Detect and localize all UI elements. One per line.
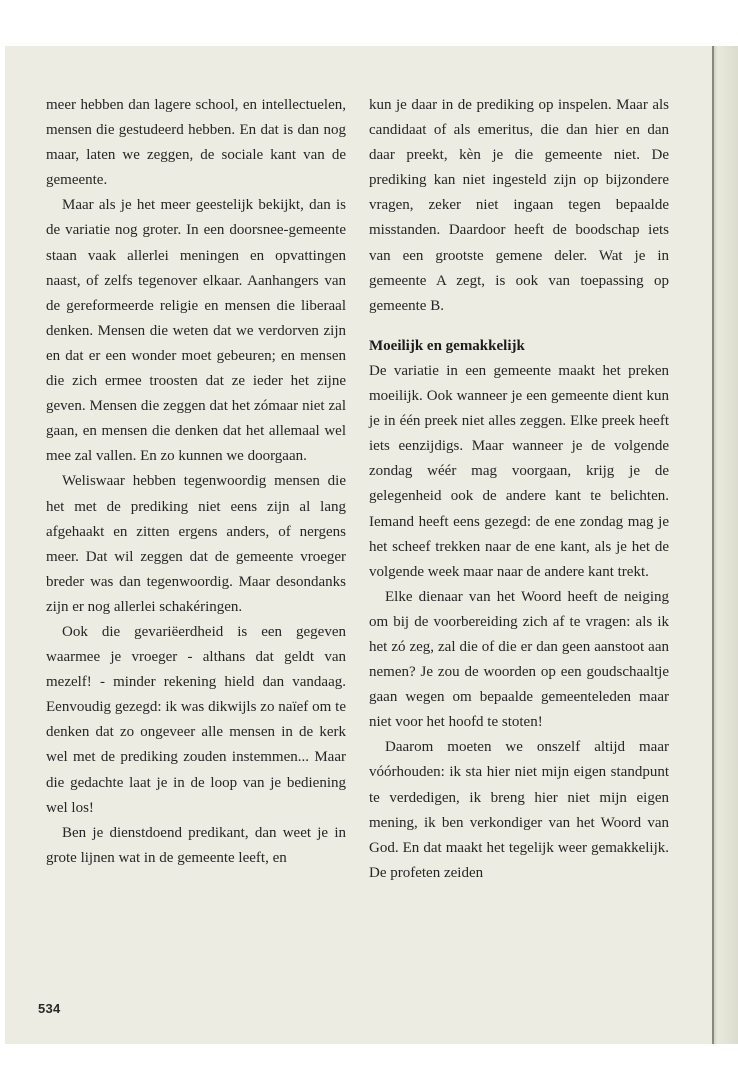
- paragraph: Maar als je het meer geestelijk bekijkt, dan is de variatie nog groter. In een doorsnee-gemeente staan vaak allerlei meningen en opvattingen naast, of zelfs tegenover elkaar. Aanhangers van de gereformeerde religie en mensen die liberaal denken. Mensen die weten dat we verdorven zijn en dat er een wonder moet gebeuren; en mensen die zich ermee troosten dat ze ieder het zijne geven. Mensen die zeggen dat het zómaar niet zal gaan, en mensen die denken dat het allemaal wel mee zal vallen. En zo kunnen we doorgaan.: [46, 197, 346, 465]
- left-column: [46, 93, 346, 871]
- paragraph: Ook die gevariëerdheid is een gegeven waarmee je vroeger - althans dat geldt van mezelf! - minder rekening hield dan vandaag. Eenvoudig gezegd: ik was dikwijls zo naïef om te denken dat zo ongeveer alle mensen in de kerk wel met de prediking zouden instemmen... Maar die gedachte laat je in de loop van je bediening wel los!: [46, 623, 346, 816]
- right-column: [369, 93, 669, 886]
- paragraph: Elke dienaar van het Woord heeft de neiging om bij de voorbereiding zich af te vragen: als ik het zó zeg, zal die of die er dan geen aanstoot aan nemen? Je zou de woorden op een goudschaaltje gaan wegen om bepaalde gemeenteleden maar niet voor het hoofd te stoten!: [369, 588, 669, 731]
- paragraph: De variatie in een gemeente maakt het preken moeilijk. Ook wanneer je een gemeente dient kun je in één preek niet alles zeggen. Elke preek heeft iets eenzijdigs. Maar wanneer je de volgende zondag wéér mag voorgaan, krijg je de gelegenheid ook de andere kant te belichten. Iemand heeft eens gezegd: de ene zondag mag je het scheef trekken naar de ene kant, als je het de volgende week maar naar de andere kant trekt.: [369, 362, 669, 580]
- next-page-edge: [712, 46, 738, 1044]
- paragraph: Ben je dienstdoend predikant, dan weet je in grote lijnen wat in de gemeente leeft, en: [46, 824, 346, 866]
- paragraph: Daarom moeten we onszelf altijd maar vóórhouden: ik sta hier niet mijn eigen standpunt te verdedigen, ik breng hier niet mijn eigen mening, ik ben verkondiger van het Woord van God. En dat maakt het tegelijk weer gemakkelijk. De profeten zeiden: [369, 739, 669, 881]
- section-heading: Moeilijk en gemakkelijk: [369, 337, 525, 354]
- paragraph: kun je daar in de prediking op inspelen. Maar als candidaat of als emeritus, die dan hier en dan daar preekt, kèn je die gemeente niet. De prediking kan niet ingesteld zijn op bijzondere vragen, zeker niet ingaan tegen bepaalde misstanden. Daardoor heeft de boodschap iets van een grootste gemene deler. Wat je in gemeente A zegt, is ook van toepassing op gemeente B.: [369, 97, 669, 314]
- paragraph: Weliswaar hebben tegenwoordig mensen die het met de prediking niet eens zijn al lang afgehaakt en zitten ergens anders, of nergens meer. Dat wil zeggen dat de gemeente vroeger breder was dan tegenwoordig. Maar desondanks zijn er nog allerlei schakéringen.: [46, 473, 346, 615]
- page-number: 534: [38, 1001, 61, 1016]
- paragraph: meer hebben dan lagere school, en intellectuelen, mensen die gestudeerd hebben. En dat is dan nog maar, laten we zeggen, de sociale kant van de gemeente.: [46, 97, 346, 189]
